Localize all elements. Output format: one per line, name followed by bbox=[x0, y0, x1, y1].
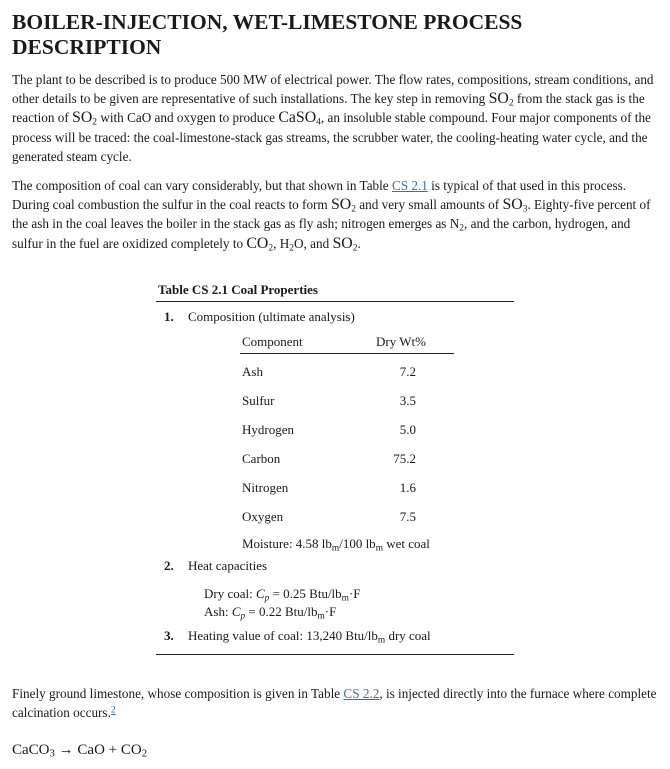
row-value: 5.0 bbox=[399, 422, 416, 437]
page-title: BOILER-INJECTION, WET-LIMESTONE PROCESS DESCRIPTION bbox=[12, 10, 523, 59]
row-component: Sulfur bbox=[242, 393, 275, 408]
section-number: 3. bbox=[164, 628, 174, 643]
column-header-component: Component bbox=[242, 334, 303, 349]
table-cs-2-2-link[interactable]: CS 2.2 bbox=[343, 686, 380, 701]
row-value: 1.6 bbox=[399, 480, 416, 495]
row-value: 3.5 bbox=[399, 393, 416, 408]
row-component: Oxygen bbox=[242, 509, 284, 524]
row-value: 75.2 bbox=[393, 451, 416, 466]
limestone-paragraph: Finely ground limestone, whose composition is given in Table CS 2.2, is injected directly into the furnace where complete calcination occurs.$^2$ bbox=[12, 686, 657, 721]
ash-heat-capacity: Ash: $C_p = 0.22$ Btu/$lb_m\cdot F$ bbox=[204, 604, 337, 622]
coal-properties-table bbox=[156, 282, 516, 658]
row-component: Carbon bbox=[242, 451, 281, 466]
row-component: Ash bbox=[242, 364, 263, 379]
arrow-icon: → bbox=[54, 742, 78, 758]
row-component: Nitrogen bbox=[242, 480, 289, 495]
intro-paragraph: The plant to be described is to produce 500 MW of electrical power. The flow rates, compositions, stream conditions, and other details to be given are representative of such installations. The key step in removing $SO_2$ from the stack gas is the reaction of $SO_2$ with CaO and oxygen to produce CaSO$_4$, an insoluble stable compound. Four major components of the process will be traced: the coal-limestone-stack gas streams, the scrubber water, the cooling-heating water cycle, and the generated steam cycle. bbox=[12, 72, 654, 164]
section-label: Composition (ultimate analysis) bbox=[188, 309, 355, 324]
moisture-line: Moisture: 4.58 $lb_m/100$ $lb_m$ wet coal bbox=[242, 536, 430, 554]
dry-coal-heat-capacity: Dry coal: $C_p = 0.25$ Btu/$lb_m\cdot F$ bbox=[204, 586, 361, 604]
column-header-rule bbox=[240, 353, 454, 354]
column-header-dry-wt: Dry Wt% bbox=[376, 334, 426, 349]
section-number: 2. bbox=[164, 558, 174, 573]
coal-composition-paragraph: The composition of coal can vary considerably, but that shown in Table CS 2.1 is typical of that used in this process. During coal combustion the sulfur in the coal reacts to form $SO_2$ and very small amounts of $SO_3$. Eighty-five percent of the ash in the coal leaves the boiler in the stack gas as fly ash; nitrogen emerges as $N_2$, and the carbon, hydrogen, and sulfur in the fuel are oxidized completely to $CO_2$, $H_2O$, and $SO_2$. bbox=[12, 178, 651, 253]
row-component: Hydrogen bbox=[242, 422, 294, 437]
section-label: Heat capacities bbox=[188, 558, 268, 573]
table-bottom-rule bbox=[156, 654, 514, 655]
footnote-2-link[interactable]: 2 bbox=[110, 705, 116, 716]
calcination-equation: CaCO$_3$ → CaO + $CO_2$ bbox=[12, 742, 148, 760]
table-cs-2-1-link[interactable]: CS 2.1 bbox=[391, 178, 428, 193]
section-number: 1. bbox=[164, 309, 174, 324]
row-value: 7.2 bbox=[399, 364, 416, 379]
heating-value-line: Heating value of coal: 13,240 Btu/$lb_m$ dry coal bbox=[188, 628, 431, 646]
row-value: 7.5 bbox=[399, 509, 416, 524]
table-caption: Table CS 2.1 Coal Properties bbox=[158, 282, 318, 297]
table-top-rule bbox=[156, 301, 514, 302]
